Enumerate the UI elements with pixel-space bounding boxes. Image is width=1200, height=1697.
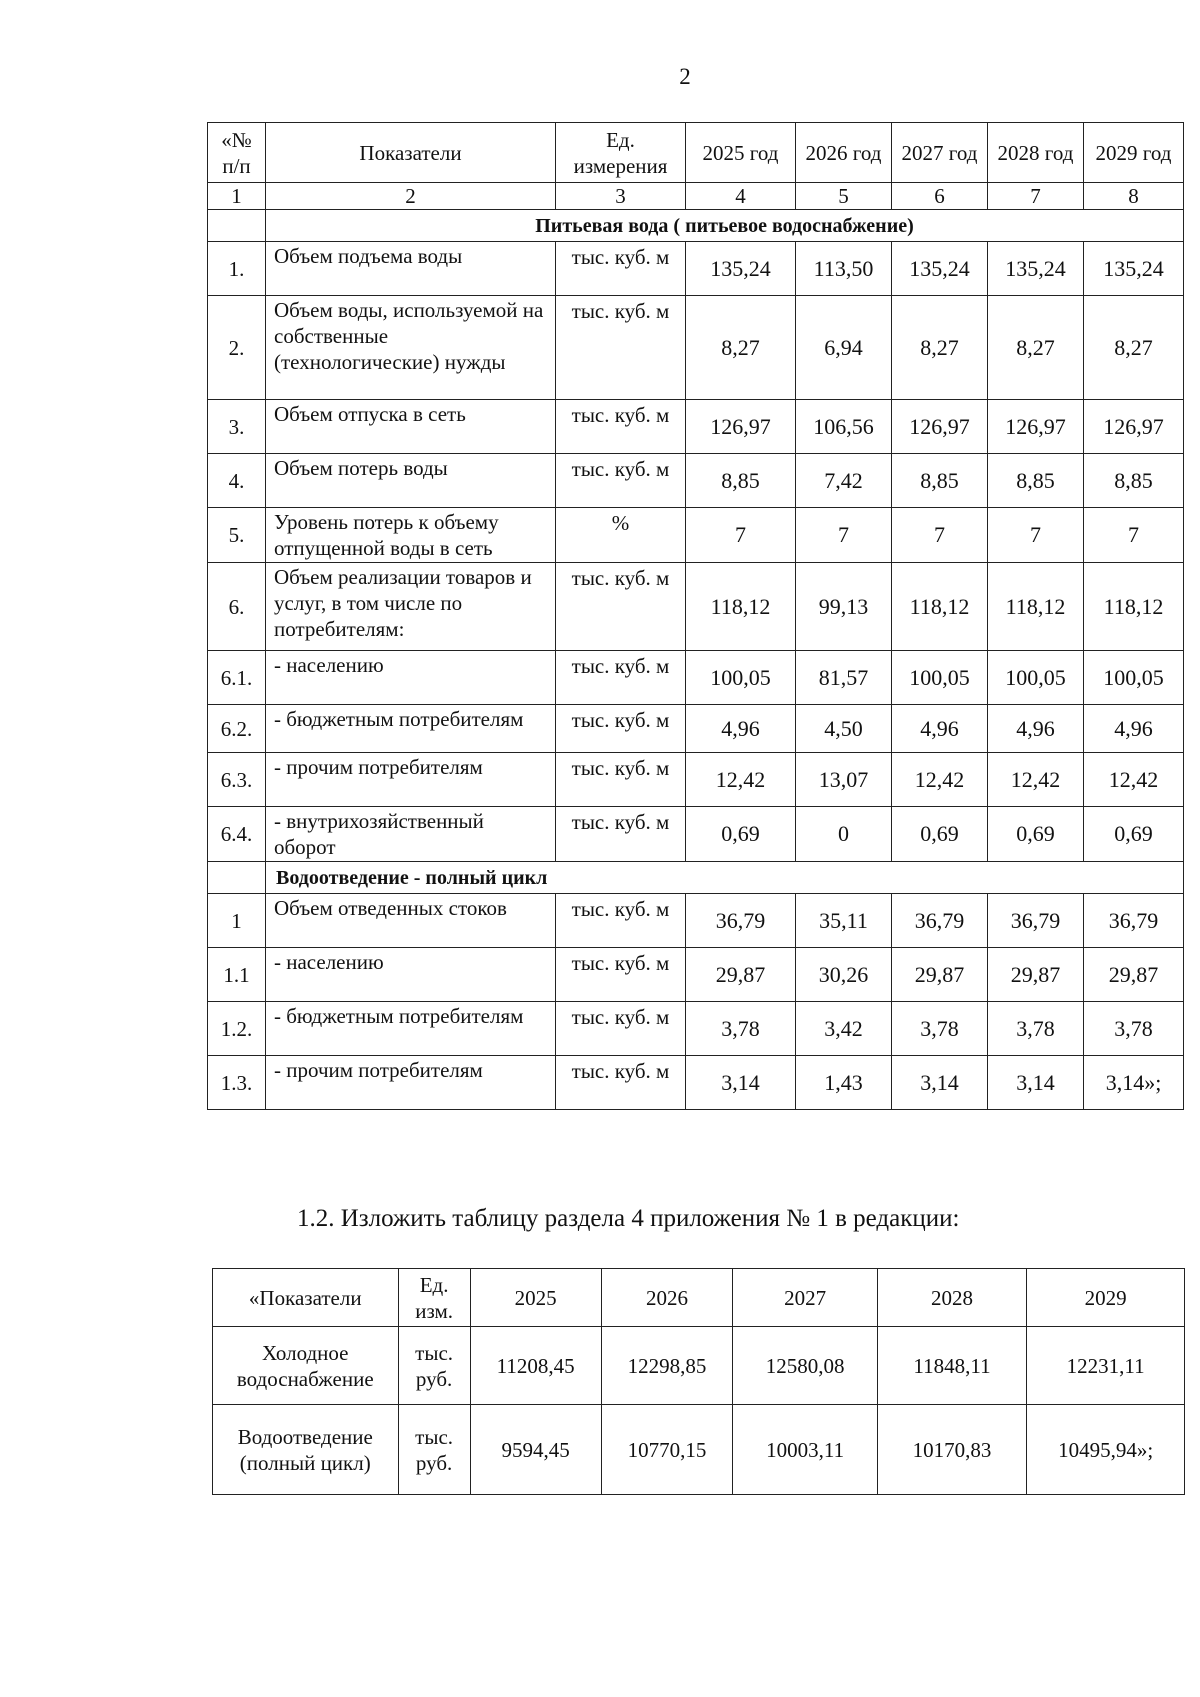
row-unit: тыс. куб. м <box>556 454 686 508</box>
header-indicator: Показатели <box>266 123 556 183</box>
column-number: 5 <box>796 183 892 210</box>
row-value: 135,24 <box>686 242 796 296</box>
row-value: 100,05 <box>1084 651 1184 705</box>
costs-unit: тыс. руб. <box>398 1327 470 1405</box>
header-year: 2029 год <box>1084 123 1184 183</box>
section-row <box>208 210 1184 242</box>
row-number: 1.1 <box>208 948 266 1002</box>
row-number: 6.4. <box>208 807 266 862</box>
row-value: 118,12 <box>686 563 796 651</box>
row-value: 118,12 <box>988 563 1084 651</box>
row-number: 6. <box>208 563 266 651</box>
costs-row <box>213 1405 1185 1495</box>
row-value: 0 <box>796 807 892 862</box>
section-title: Питьевая вода ( питьевое водоснабжение) <box>266 210 1184 242</box>
row-indicator: - бюджетным потребителям <box>266 705 556 753</box>
row-value: 8,85 <box>892 454 988 508</box>
costs-header-cell: Ед. изм. <box>398 1269 470 1327</box>
table-row <box>208 807 1184 862</box>
row-value: 29,87 <box>686 948 796 1002</box>
row-value: 3,78 <box>1084 1002 1184 1056</box>
row-value: 12,42 <box>988 753 1084 807</box>
row-value: 13,07 <box>796 753 892 807</box>
row-value: 8,27 <box>988 296 1084 400</box>
header-unit: Ед. измерения <box>556 123 686 183</box>
row-number: 2. <box>208 296 266 400</box>
row-value: 3,42 <box>796 1002 892 1056</box>
table-row <box>208 1056 1184 1110</box>
row-value: 3,14 <box>892 1056 988 1110</box>
row-indicator: - населению <box>266 948 556 1002</box>
costs-table <box>212 1268 1185 1495</box>
row-value: 36,79 <box>892 894 988 948</box>
row-value: 8,27 <box>686 296 796 400</box>
row-unit: тыс. куб. м <box>556 753 686 807</box>
row-number: 6.2. <box>208 705 266 753</box>
table-row <box>208 753 1184 807</box>
column-number: 7 <box>988 183 1084 210</box>
row-value: 29,87 <box>892 948 988 1002</box>
row-value: 8,85 <box>686 454 796 508</box>
row-value: 30,26 <box>796 948 892 1002</box>
costs-value: 12298,85 <box>601 1327 733 1405</box>
table-row <box>208 705 1184 753</box>
row-value: 100,05 <box>686 651 796 705</box>
section-row <box>208 862 1184 894</box>
costs-indicator: Холодное водоснабжение <box>213 1327 399 1405</box>
table-row <box>208 948 1184 1002</box>
column-number: 4 <box>686 183 796 210</box>
row-value: 135,24 <box>988 242 1084 296</box>
row-value: 7 <box>1084 508 1184 563</box>
row-value: 135,24 <box>892 242 988 296</box>
table-row <box>208 400 1184 454</box>
column-number: 1 <box>208 183 266 210</box>
costs-row <box>213 1327 1185 1405</box>
table-row <box>208 563 1184 651</box>
row-value: 0,69 <box>1084 807 1184 862</box>
costs-value: 9594,45 <box>470 1405 601 1495</box>
row-unit: тыс. куб. м <box>556 651 686 705</box>
row-value: 3,14 <box>686 1056 796 1110</box>
row-unit: тыс. куб. м <box>556 807 686 862</box>
row-value: 126,97 <box>988 400 1084 454</box>
table-row <box>208 651 1184 705</box>
row-indicator: - внутрихозяйственный оборот <box>266 807 556 862</box>
row-number: 6.3. <box>208 753 266 807</box>
row-value: 29,87 <box>988 948 1084 1002</box>
row-number: 1. <box>208 242 266 296</box>
row-unit: тыс. куб. м <box>556 894 686 948</box>
table-row <box>208 454 1184 508</box>
row-indicator: Объем отведенных стоков <box>266 894 556 948</box>
costs-value: 10770,15 <box>601 1405 733 1495</box>
amendment-paragraph: 1.2. Изложить таблицу раздела 4 приложения № 1 в редакции: <box>297 1205 960 1232</box>
row-unit: тыс. куб. м <box>556 242 686 296</box>
row-value: 7 <box>988 508 1084 563</box>
row-number: 6.1. <box>208 651 266 705</box>
row-unit: тыс. куб. м <box>556 948 686 1002</box>
row-value: 126,97 <box>892 400 988 454</box>
costs-header-cell: 2028 <box>877 1269 1026 1327</box>
row-value: 106,56 <box>796 400 892 454</box>
row-indicator: Объем реализации товаров и услуг, в том числе по потребителям: <box>266 563 556 651</box>
costs-header-cell: «Показатели <box>213 1269 399 1327</box>
table-row <box>208 296 1184 400</box>
row-unit: тыс. куб. м <box>556 1002 686 1056</box>
row-value: 4,96 <box>988 705 1084 753</box>
row-value: 99,13 <box>796 563 892 651</box>
costs-indicator: Водоотведение (полный цикл) <box>213 1405 399 1495</box>
row-value: 0,69 <box>892 807 988 862</box>
row-value: 7 <box>892 508 988 563</box>
row-unit: тыс. куб. м <box>556 296 686 400</box>
row-value: 4,50 <box>796 705 892 753</box>
row-value: 4,96 <box>892 705 988 753</box>
column-number: 8 <box>1084 183 1184 210</box>
costs-value: 12580,08 <box>733 1327 877 1405</box>
row-unit: % <box>556 508 686 563</box>
table-row <box>208 894 1184 948</box>
row-value: 113,50 <box>796 242 892 296</box>
indicators-table <box>207 122 1184 1110</box>
row-indicator: Объем воды, используемой на собственные (технологические) нужды <box>266 296 556 400</box>
header-year: 2028 год <box>988 123 1084 183</box>
row-value: 3,14 <box>988 1056 1084 1110</box>
row-value: 4,96 <box>1084 705 1184 753</box>
column-number: 3 <box>556 183 686 210</box>
header-year: 2026 год <box>796 123 892 183</box>
row-value: 3,78 <box>892 1002 988 1056</box>
row-indicator: - прочим потребителям <box>266 1056 556 1110</box>
row-value: 3,78 <box>686 1002 796 1056</box>
section-empty-cell <box>208 210 266 242</box>
row-value: 3,14»; <box>1084 1056 1184 1110</box>
row-value: 118,12 <box>1084 563 1184 651</box>
costs-value: 10170,83 <box>877 1405 1026 1495</box>
row-number: 3. <box>208 400 266 454</box>
column-number: 6 <box>892 183 988 210</box>
row-value: 126,97 <box>1084 400 1184 454</box>
costs-unit: тыс. руб. <box>398 1405 470 1495</box>
row-unit: тыс. куб. м <box>556 1056 686 1110</box>
costs-value: 10495,94»; <box>1027 1405 1185 1495</box>
row-value: 12,42 <box>686 753 796 807</box>
row-value: 35,11 <box>796 894 892 948</box>
costs-header-row <box>213 1269 1185 1327</box>
costs-value: 11848,11 <box>877 1327 1026 1405</box>
costs-value: 12231,11 <box>1027 1327 1185 1405</box>
row-indicator: - населению <box>266 651 556 705</box>
row-value: 8,85 <box>1084 454 1184 508</box>
costs-header-cell: 2025 <box>470 1269 601 1327</box>
costs-header-cell: 2027 <box>733 1269 877 1327</box>
row-value: 8,85 <box>988 454 1084 508</box>
page-number: 2 <box>679 64 691 89</box>
row-value: 36,79 <box>988 894 1084 948</box>
column-number: 2 <box>266 183 556 210</box>
row-value: 0,69 <box>686 807 796 862</box>
row-value: 7 <box>686 508 796 563</box>
row-value: 118,12 <box>892 563 988 651</box>
row-number: 5. <box>208 508 266 563</box>
row-value: 29,87 <box>1084 948 1184 1002</box>
row-value: 81,57 <box>796 651 892 705</box>
table-header-row <box>208 123 1184 183</box>
costs-value: 11208,45 <box>470 1327 601 1405</box>
row-indicator: Объем отпуска в сеть <box>266 400 556 454</box>
row-number: 4. <box>208 454 266 508</box>
row-value: 36,79 <box>1084 894 1184 948</box>
table-row <box>208 508 1184 563</box>
row-unit: тыс. куб. м <box>556 400 686 454</box>
row-indicator: Объем подъема воды <box>266 242 556 296</box>
row-value: 100,05 <box>892 651 988 705</box>
row-indicator: - прочим потребителям <box>266 753 556 807</box>
row-number: 1.2. <box>208 1002 266 1056</box>
row-value: 0,69 <box>988 807 1084 862</box>
header-year: 2027 год <box>892 123 988 183</box>
section-empty-cell <box>208 862 266 894</box>
row-number: 1.3. <box>208 1056 266 1110</box>
row-value: 6,94 <box>796 296 892 400</box>
row-value: 7,42 <box>796 454 892 508</box>
row-value: 3,78 <box>988 1002 1084 1056</box>
row-value: 1,43 <box>796 1056 892 1110</box>
costs-header-cell: 2029 <box>1027 1269 1185 1327</box>
row-value: 8,27 <box>892 296 988 400</box>
row-indicator: - бюджетным потребителям <box>266 1002 556 1056</box>
row-value: 36,79 <box>686 894 796 948</box>
table-row <box>208 1002 1184 1056</box>
row-value: 12,42 <box>1084 753 1184 807</box>
row-indicator: Уровень потерь к объему отпущенной воды в сеть <box>266 508 556 563</box>
row-unit: тыс. куб. м <box>556 705 686 753</box>
table-row <box>208 242 1184 296</box>
header-number: «№ п/п <box>208 123 266 183</box>
row-value: 126,97 <box>686 400 796 454</box>
header-year: 2025 год <box>686 123 796 183</box>
row-value: 7 <box>796 508 892 563</box>
row-value: 8,27 <box>1084 296 1184 400</box>
row-indicator: Объем потерь воды <box>266 454 556 508</box>
section-title: Водоотведение - полный цикл <box>266 862 1184 894</box>
column-number-row <box>208 183 1184 210</box>
costs-value: 10003,11 <box>733 1405 877 1495</box>
row-value: 12,42 <box>892 753 988 807</box>
row-value: 4,96 <box>686 705 796 753</box>
row-value: 135,24 <box>1084 242 1184 296</box>
row-unit: тыс. куб. м <box>556 563 686 651</box>
row-value: 100,05 <box>988 651 1084 705</box>
row-number: 1 <box>208 894 266 948</box>
costs-header-cell: 2026 <box>601 1269 733 1327</box>
